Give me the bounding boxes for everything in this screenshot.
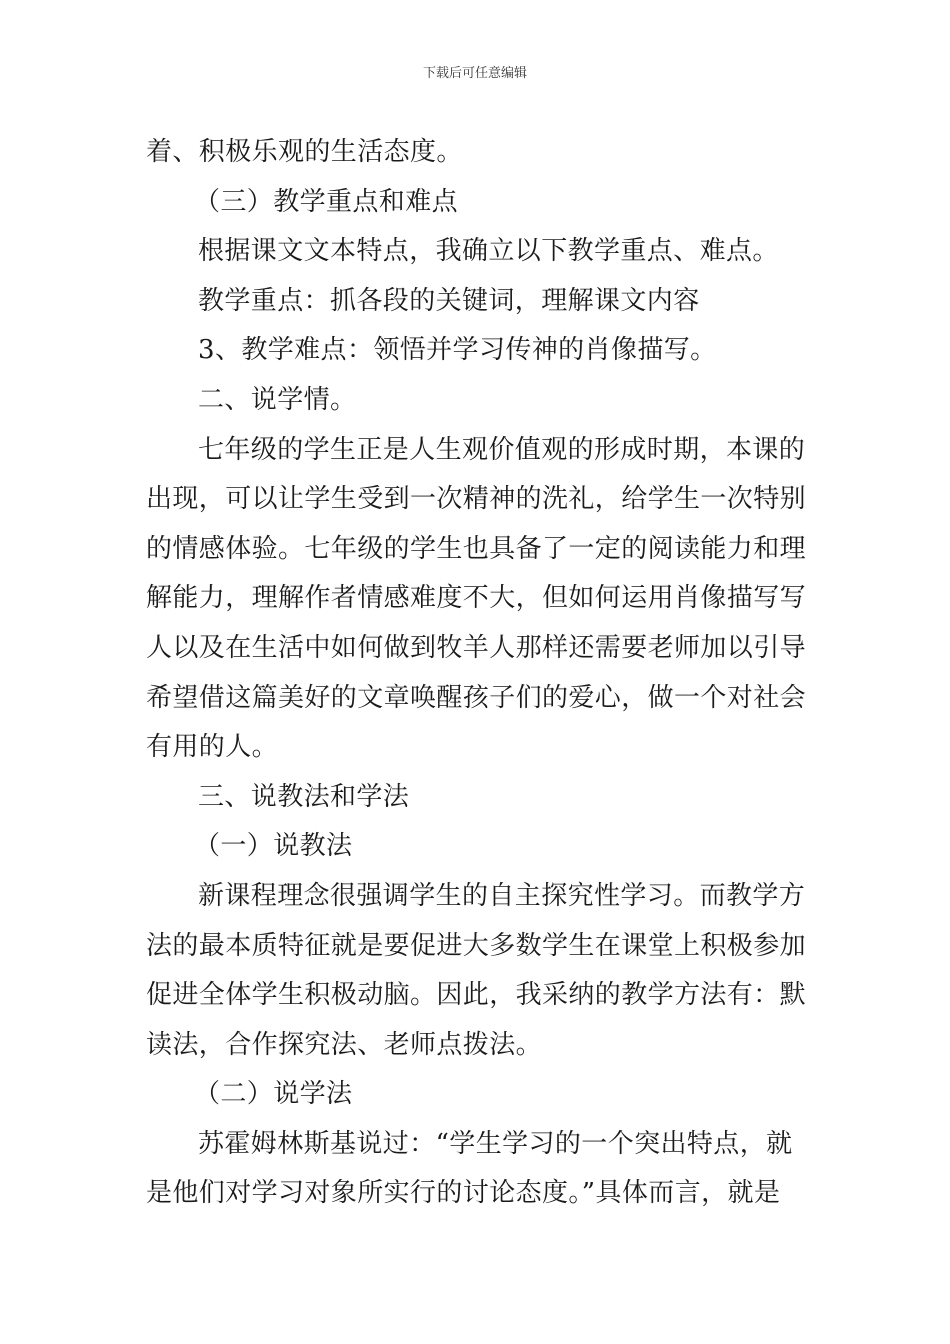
paragraph-line: 新课程理念很强调学生的自主探究性学习。而教学方 (198, 880, 806, 911)
document-body (146, 128, 806, 1219)
section-heading: 三、说教法和学法 (198, 781, 410, 812)
paragraph-line: 希望借这篇美好的文章唤醒孩子们的爱心，做一个对社会 (146, 682, 806, 713)
paragraph-line: 七年级的学生正是人生观价值观的形成时期，本课的 (198, 434, 806, 465)
paragraph-line: 苏霍姆林斯基说过：“学生学习的一个突出特点，就 (198, 1128, 793, 1159)
paragraph-line: 的情感体验。七年级的学生也具备了一定的阅读能力和理 (146, 533, 806, 564)
paragraph-line: 出现，可以让学生受到一次精神的洗礼，给学生一次特别 (146, 484, 806, 515)
paragraph-line: 法的最本质特征就是要促进大多数学生在课堂上积极参加 (146, 930, 806, 961)
paragraph-line: 促进全体学生积极动脑。因此，我采纳的教学方法有：默 (146, 980, 806, 1011)
paragraph-line: 有用的人。 (146, 732, 279, 763)
section-heading: 二、说学情。 (198, 384, 357, 415)
paragraph-line: 是他们对学习对象所实行的讨论态度。”具体而言，就是 (146, 1178, 781, 1209)
section-heading: （一）说教法 (194, 831, 353, 862)
section-heading: （二）说学法 (194, 1079, 353, 1110)
paragraph-line: 着、积极乐观的生活态度。 (146, 137, 463, 167)
paragraph-line: 根据课文文本特点，我确立以下教学重点、难点。 (198, 236, 779, 267)
page-header: 下载后可任意编辑 (422, 66, 527, 81)
paragraph-line: 人以及在生活中如何做到牧羊人那样还需要老师加以引导 (146, 632, 806, 663)
paragraph-line: 读法，合作探究法、老师点拨法。 (146, 1029, 543, 1060)
section-heading: （三）教学重点和难点 (194, 186, 459, 217)
paragraph-line: 解能力，理解作者情感难度不大，但如何运用肖像描写写 (146, 583, 806, 614)
paragraph-line: 教学重点：抓各段的关键词，理解课文内容 (198, 285, 700, 316)
paragraph-line: 3、教学难点：领悟并学习传神的肖像描写。 (198, 335, 717, 366)
